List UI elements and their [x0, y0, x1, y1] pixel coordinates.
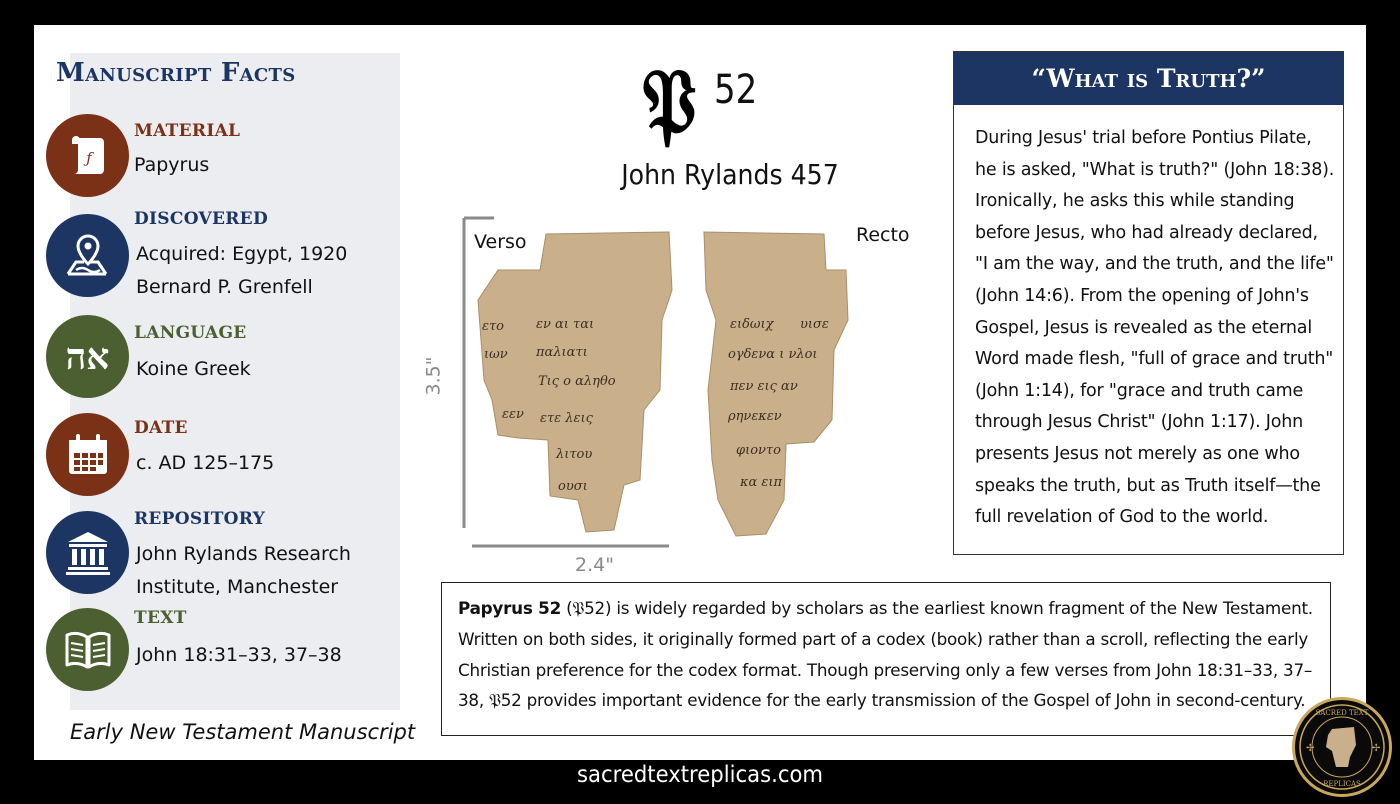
svg-text:ƒ: ƒ	[85, 148, 92, 167]
calendar-icon	[46, 413, 129, 496]
svg-text:ειδωιχ: ειδωιχ	[730, 317, 774, 332]
svg-text:✢: ✢	[1306, 743, 1315, 754]
repository-label: REPOSITORY	[134, 509, 266, 529]
language-value: Koine Greek	[136, 358, 251, 380]
note-lead: Papyrus 52	[458, 598, 562, 618]
svg-text:ογδενα ι νλοι: ογδενα ι νλοι	[728, 347, 818, 362]
note-body	[458, 593, 1320, 716]
date-label: DATE	[134, 418, 188, 438]
brand-seal-logo	[1292, 697, 1392, 797]
hebrew-letters-icon: אה	[46, 315, 129, 398]
manuscript-subtitle: Early New Testament Manuscript	[70, 720, 416, 744]
infographic-card	[34, 25, 1366, 760]
svg-text:υισε: υισε	[800, 317, 829, 332]
svg-text:ρηνεκεν: ρηνεκεν	[728, 409, 782, 424]
material-label: MATERIAL	[134, 121, 241, 141]
svg-text:✢: ✢	[1372, 743, 1381, 754]
truth-title: “What is Truth?”	[954, 52, 1343, 105]
discovered-value: Acquired: Egypt, 1920 Bernard P. Grenfell	[136, 243, 348, 298]
note-box	[441, 582, 1331, 736]
svg-text:παλιατι: παλιατι	[536, 345, 588, 360]
svg-text:SACRED TEXT: SACRED TEXT	[1315, 709, 1369, 717]
date-value: c. AD 125–175	[136, 452, 275, 474]
svg-text:REPLICAS: REPLICAS	[1323, 780, 1361, 788]
p-number: 52	[714, 67, 758, 113]
scroll-icon	[46, 114, 129, 197]
text-value: John 18:31–33, 37–38	[136, 644, 342, 666]
repository-value: John Rylands Research Institute, Manchester	[136, 543, 351, 598]
p52-logo	[634, 49, 774, 170]
svg-text:πεν εις αν: πεν εις αν	[730, 379, 798, 394]
manuscript-name: John Rylands 457	[621, 158, 839, 191]
fragment-images	[454, 210, 954, 580]
open-book-icon	[46, 608, 129, 691]
material-value: Papyrus	[134, 154, 210, 176]
language-label: LANGUAGE	[134, 323, 247, 343]
truth-box	[953, 51, 1344, 555]
svg-text:κα ειπ: κα ειπ	[740, 475, 783, 490]
facts-title: Manuscript Facts	[56, 58, 296, 88]
width-dimension: 2.4"	[575, 554, 614, 576]
svg-text:λιτου: λιτου	[556, 447, 593, 462]
svg-text:εν αι ται: εν αι ται	[536, 317, 595, 332]
note-text: (𝔓52) is widely regarded by scholars as the earliest known fragment of the New Testament. Written on both sides, it originally formed part of a codex (book) rather than a scroll, reflecting the early Christian preference for the codex format. Though preserving only a few verses from John 18:31–33, 37–38, 𝔓52 provides important evidence for the early transmission of the Gospel of John in second-century.	[458, 598, 1313, 711]
text-label: TEXT	[134, 608, 187, 628]
discovered-label: DISCOVERED	[134, 209, 268, 229]
height-dimension: 3.5"	[422, 356, 445, 396]
museum-icon	[46, 511, 129, 594]
verso-label: Verso	[474, 231, 527, 253]
svg-text:ετο: ετο	[482, 319, 504, 334]
truth-body: During Jesus' trial before Pontius Pilate, he is asked, "What is truth?" (John 18:38). Ironically, he asks this while standing before Jesus, who had already declared, "I am the way, and the truth, and the life" (John 14:6). From the opening of John's Gospel, Jesus is revealed as the eternal Word made flesh, "full of grace and truth" (John 1:14), for "grace and truth came through Jesus Christ" (John 1:17). John presents Jesus not merely as one who speaks the truth, but as Truth itself—the full revelation of God to the world.	[975, 128, 1335, 528]
svg-text:φιοντο: φιοντο	[736, 443, 781, 458]
svg-text:ετε λεις: ετε λεις	[540, 411, 593, 426]
website-url[interactable]: sacredtextreplicas.com	[576, 762, 824, 788]
svg-text:Τις ο αληθο: Τις ο αληθο	[538, 374, 616, 389]
svg-text:ουσι: ουσι	[558, 479, 588, 494]
svg-text:εεν: εεν	[502, 407, 524, 422]
recto-label: Recto	[856, 224, 910, 246]
map-pin-icon	[46, 214, 129, 297]
p-symbol: 𝔓	[642, 49, 697, 155]
svg-text:ιων: ιων	[484, 347, 508, 362]
